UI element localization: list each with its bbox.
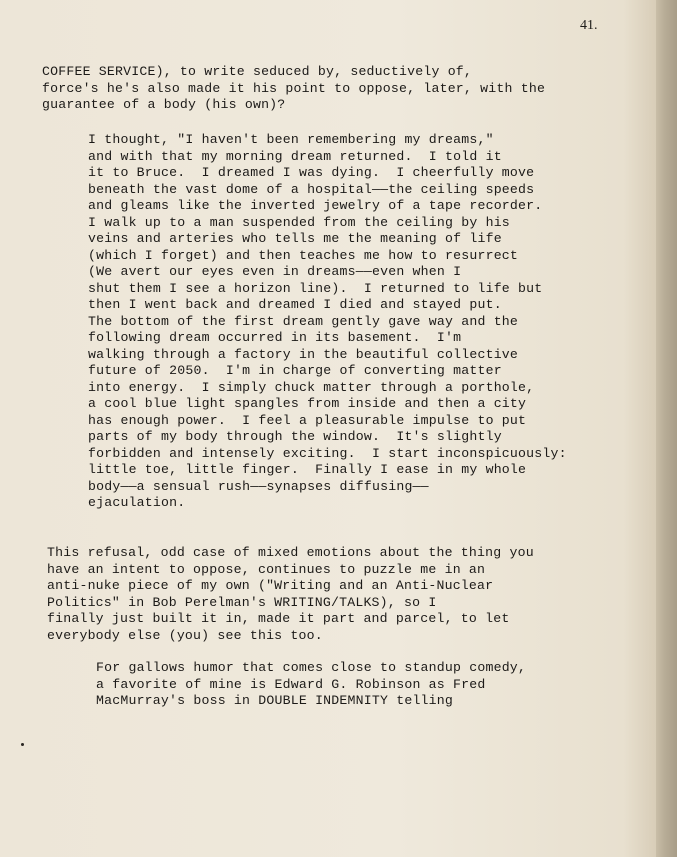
text-line: and with that my morning dream returned. I told it [88,148,502,164]
text-line: Politics" in Bob Perelman's WRITING/TALKS), so I [47,594,437,610]
text-line: ejaculation. [88,495,186,510]
text-line: future of 2050. I'm in charge of converting matter [88,363,502,378]
text-line: following dream occurred in its basement. I'm [88,330,462,345]
paragraph-refusal [47,545,534,644]
text-line: For gallows humor that comes close to standup comedy, [96,660,527,675]
text-line: anti-nuke piece of my own ("Writing and an Anti-Nuclear [47,578,494,593]
text-line: (We avert our eyes even in dreams——even when I [88,264,462,279]
text-line: I thought, "I haven't been remembering my dreams," [88,132,494,147]
text-line: COFFEE SERVICE), to write seduced by, seductively of, [42,64,473,79]
text-line: a cool blue light spangles from inside and then a city [88,396,527,411]
text-line: forbidden and intensely exciting. I start inconspicuously: [88,445,567,461]
text-line: (which I forget) and then teaches me how to resurrect [88,247,519,263]
text-line: body——a sensual rush——synapses diffusing—— [88,478,429,494]
text-line: parts of my body through the window. It's slightly [88,429,502,444]
text-line: shut them I see a horizon line). I returned to life but [88,280,543,296]
paragraph-intro [42,64,545,114]
text-line: have an intent to oppose, continues to puzzle me in an [47,561,486,577]
text-line: everybody else (you) see this too. [47,627,323,643]
text-line: beneath the vast dome of a hospital——the ceiling speeds [88,181,535,197]
paragraph-gallows-humor [96,660,526,710]
page-number: 41. [580,18,598,33]
text-line: force's he's also made it his point to oppose, later, with the [42,80,546,96]
text-line: This refusal, odd case of mixed emotions about the thing you [47,545,534,560]
page-edge-shadow [656,0,677,857]
text-line: has enough power. I feel a pleasurable impulse to put [88,412,527,428]
text-line: MacMurray's boss in DOUBLE INDEMNITY telling [96,693,454,708]
text-line: The bottom of the first dream gently gave way and the [88,313,519,329]
text-line: veins and arteries who tells me the meaning of life [88,231,502,246]
paragraph-dream-block-quote [88,132,567,512]
ink-speck [21,743,24,746]
text-line: little toe, little finger. Finally I ease in my whole [88,462,527,477]
text-line: walking through a factory in the beautiful collective [88,346,519,362]
text-line: a favorite of mine is Edward G. Robinson as Fred [96,676,486,692]
text-line: finally just built it in, made it part and parcel, to let [47,611,510,626]
text-line: guarantee of a body (his own)? [42,97,286,112]
text-line: I walk up to a man suspended from the ceiling by his [88,214,510,230]
text-line: and gleams like the inverted jewelry of a tape recorder. [88,198,543,213]
text-line: it to Bruce. I dreamed I was dying. I cheerfully move [88,165,535,180]
text-line: then I went back and dreamed I died and stayed put. [88,297,502,312]
text-line: into energy. I simply chuck matter through a porthole, [88,379,535,395]
